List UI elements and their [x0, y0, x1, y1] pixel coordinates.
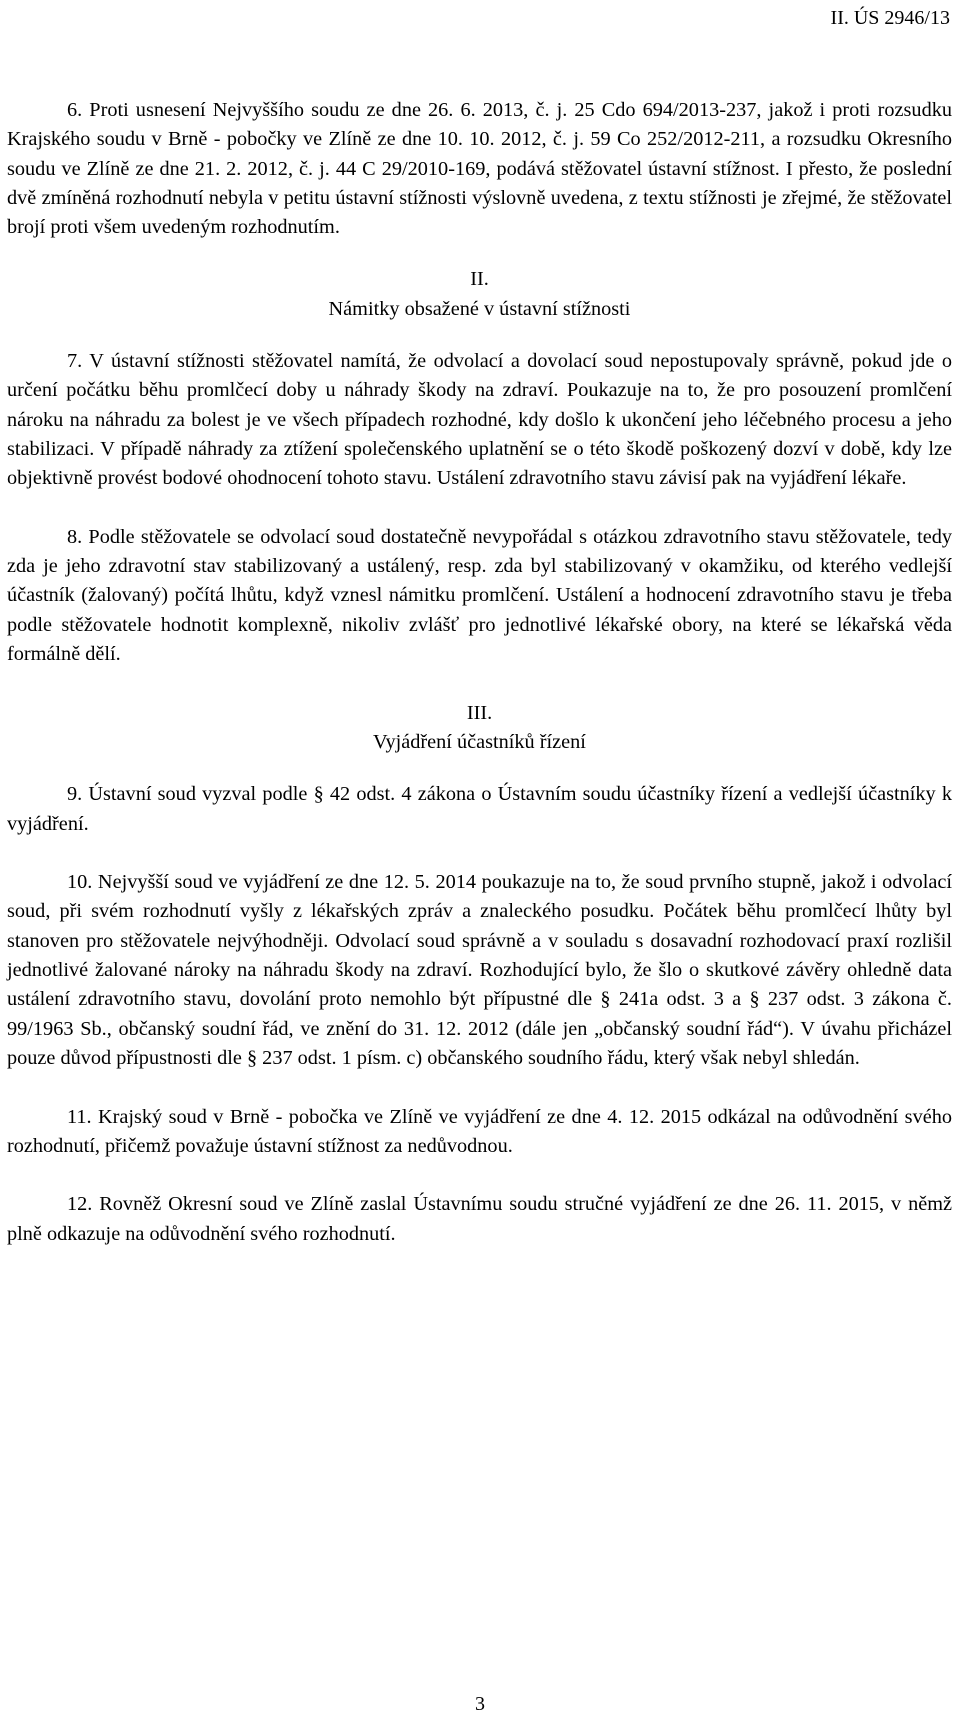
- section-3-number: III.: [466, 701, 493, 724]
- case-reference: II. ÚS 2946/13: [830, 7, 950, 29]
- page-number: 3: [475, 1693, 485, 1715]
- paragraph-6: 6. Proti usnesení Nejvyššího soudu ze dne 26. 6. 2013, č. j. 25 Cdo 694/2013-237, jakož i proti rozsudku Krajského soudu v Brně - pobočky ve Zlíně ze dne 10. 10. 2012, č. j. 59 Co 252/2012-211, a rozsudku Okresního soudu ve Zlíně ze dne 21. 2. 2012, č. j. 44 C 29/2010-169, podává stěžovatel ústavní stížnost. I přesto, že poslední dvě zmíněná rozhodnutí nebyla v petitu ústavní stížnosti výslovně uvedena, z textu stížnosti je zřejmé, že stěžovatel brojí proti všem uvedeným rozhodnutím.: [7, 99, 952, 239]
- section-3-title: Vyjádření účastníků řízení: [373, 730, 586, 753]
- paragraph-11: 11. Krajský soud v Brně - pobočka ve Zlíně ve vyjádření ze dne 4. 12. 2015 odkázal na odůvodnění svého rozhodnutí, přičemž považuje ústavní stížnost za nedůvodnou.: [7, 1105, 952, 1157]
- paragraph-8: 8. Podle stěžovatele se odvolací soud dostatečně nevypořádal s otázkou zdravotního stavu stěžovatele, tedy zda je jeho zdravotní stav stabilizovaný a ustálený, resp. zda byl stabilizovaný v okamžiku, od kterého vedlejší účastník (žalovaný) počítá lhůtu, když vznesl námitku promlčení. Ustálení a hodnocení zdravotního stavu je třeba podle stěžovatele hodnotit komplexně, nikoliv zvlášť pro jednotlivé lékařské obory, na které se lékařská věda formálně dělí.: [7, 525, 952, 666]
- paragraph-7: 7. V ústavní stížnosti stěžovatel namítá, že odvolací a dovolací soud nepostupovaly správně, pokud jde o určení počátku běhu promlčecí doby u náhrady škody na zdraví. Poukazuje na to, že pro posouzení promlčení nároku na náhradu za bolest je ve všech případech rozhodné, kdy došlo k ukončení jeho léčebného procesu a jeho stabilizaci. V případě náhrady za ztížení společenského uplatnění se o této škodě poškozený dozví v době, kdy lze objektivně provést bodové ohodnocení tohoto stavu. Ustálení zdravotního stavu závisí pak na vyjádření lékaře.: [7, 350, 952, 490]
- document-body: [7, 96, 952, 1249]
- paragraph-9: 9. Ústavní soud vyzval podle § 42 odst. 4 zákona o Ústavním soudu účastníky řízení a vedlejší účastníky k vyjádření.: [7, 783, 952, 835]
- section-2-title: Námitky obsažené v ústavní stížnosti: [328, 297, 631, 320]
- section-2-number: II.: [470, 268, 489, 291]
- paragraph-12: 12. Rovněž Okresní soud ve Zlíně zaslal Ústavnímu soudu stručné vyjádření ze dne 26. 11. 2015, v němž plně odkazuje na odůvodnění svého rozhodnutí.: [7, 1193, 952, 1245]
- paragraph-10: 10. Nejvyšší soud ve vyjádření ze dne 12. 5. 2014 poukazuje na to, že soud prvního stupně, jakož i odvolací soud, při svém rozhodnutí vyšly z lékařských zpráv a znaleckého posudku. Počátek běhu promlčecí lhůty byl stanoven pro stěžovatele nejvýhodněji. Odvolací soud správně a v souladu s dosavadní rozhodovací praxí rozlišil jednotlivé žalované nároky na náhradu škody na zdraví. Rozhodující bylo, že šlo o skutkové závěry ohledně data ustálení zdravotního stavu, dovolání proto nemohlo být přípustné dle § 241a odst. 3 a § 237 odst. 3 zákona č. 99/1963 Sb., občanský soudní řád, ve znění do 31. 12. 2012 (dále jen „občanský soudní řád“). V úvahu přicházel pouze důvod přípustnosti dle § 237 odst. 1 písm. c) občanského soudního řádu, který však nebyl shledán.: [7, 871, 952, 1069]
